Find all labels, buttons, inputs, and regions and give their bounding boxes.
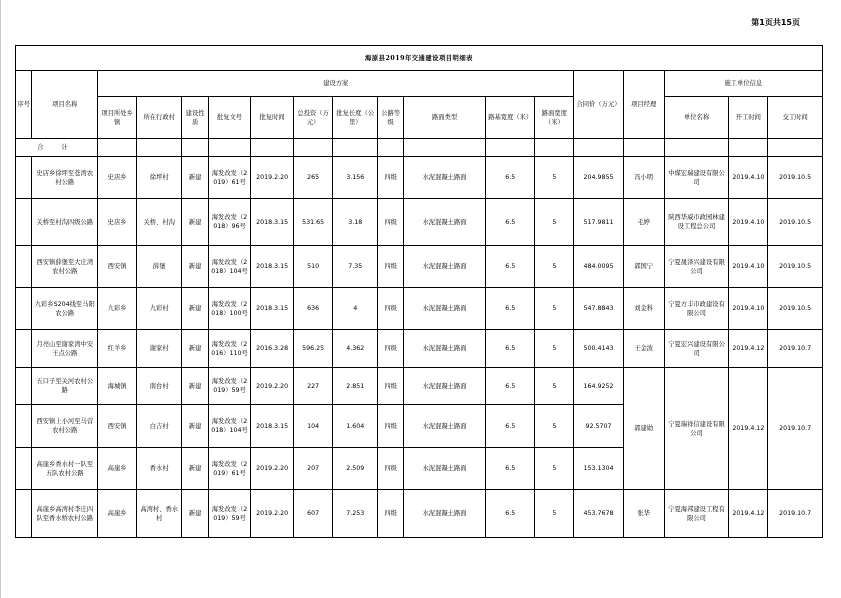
cell-town: 海城镇: [98, 368, 137, 405]
cell-nature: 新建: [182, 157, 209, 199]
cell-contract-price: 500.4143: [574, 330, 623, 368]
cell-seq: [16, 330, 32, 368]
cell-project-manager: 毛婷: [623, 199, 664, 246]
cell-surface-width: 5: [535, 368, 574, 405]
cell-seq: [16, 199, 32, 246]
cell-surface-width: 5: [535, 246, 574, 288]
cell-village: 香水村: [137, 448, 182, 490]
cell-town: 西安镇: [98, 405, 137, 448]
cell-approval-date: 2018.3.15: [251, 199, 294, 246]
table-row: [16, 330, 823, 368]
cell-start-date: 2019.4.12: [729, 490, 768, 538]
cell-approval-no: 海发改发（2018）100号: [208, 288, 250, 330]
cell-roadbed-width: 6.5: [486, 288, 535, 330]
cell-project-manager: 张华: [623, 490, 664, 538]
cell-town: 九彩乡: [98, 288, 137, 330]
cell-length: 4: [333, 288, 378, 330]
cell-grade: 四级: [378, 448, 404, 490]
cell-unit-name: 宁夏海邦建设工程有限公司: [664, 490, 729, 538]
project-table: [15, 45, 823, 538]
header-approval-date: 批复时间: [251, 97, 294, 139]
cell-start-date: 2019.4.10: [729, 199, 768, 246]
cell-contract-price: 164.9252: [574, 368, 623, 405]
cell-surface-type: 水泥混凝土路面: [403, 246, 485, 288]
cell-nature: 新建: [182, 368, 209, 405]
cell-approval-no: 海发改发（2019）61号: [208, 448, 250, 490]
cell-approval-date: 2018.3.15: [251, 288, 294, 330]
cell-town: 史店乡: [98, 199, 137, 246]
cell-end-date: 2019.10.7: [768, 490, 823, 538]
cell-surface-width: 5: [535, 199, 574, 246]
cell-village: 薛堡: [137, 246, 182, 288]
cell-village: 徐坪村: [137, 157, 182, 199]
cell-nature: 新建: [182, 199, 209, 246]
cell-contract-price: 453.7678: [574, 490, 623, 538]
cell-unit-name: 宁夏宏兴建设有限公司: [664, 330, 729, 368]
cell-contract-price: 153.1304: [574, 448, 623, 490]
cell-contract-price: 484.0095: [574, 246, 623, 288]
cell-approval-date: 2016.3.28: [251, 330, 294, 368]
cell-start-date: 2019.4.10: [729, 288, 768, 330]
cell-grade: 四级: [378, 288, 404, 330]
cell-investment: 596.25: [294, 330, 333, 368]
cell-surface-width: 5: [535, 490, 574, 538]
cell-investment: 531.65: [294, 199, 333, 246]
header-investment: 总投资（万元）: [294, 97, 333, 139]
cell-surface-type: 水泥混凝土路面: [403, 330, 485, 368]
table-row: [16, 246, 823, 288]
cell-nature: 新建: [182, 448, 209, 490]
cell-project-manager: 郭建勋: [623, 368, 664, 490]
cell-village: 关桥、村沟: [137, 199, 182, 246]
cell-surface-width: 5: [535, 448, 574, 490]
cell-investment: 227: [294, 368, 333, 405]
page-indicator: 第1页共15页: [751, 18, 800, 27]
cell-contract-price: 517.9811: [574, 199, 623, 246]
cell-seq: [16, 288, 32, 330]
cell-approval-no: 海发改发（2019）61号: [208, 157, 250, 199]
page-edge: [0, 0, 1, 598]
cell-project-name: 月亮山至谢家湾中安王点公路: [32, 330, 98, 368]
cell-unit-name: 宁夏瑞祥信建设有限公司: [664, 368, 729, 490]
cell-town: 高崖乡: [98, 448, 137, 490]
cell-end-date: 2019.10.5: [768, 288, 823, 330]
column-header-row: [16, 97, 823, 139]
cell-approval-no: 海发改发（2019）59号: [208, 490, 250, 538]
title-row: [16, 46, 823, 71]
cell-length: 2.851: [333, 368, 378, 405]
cell-end-date: 2019.10.5: [768, 199, 823, 246]
cell-length: 7.35: [333, 246, 378, 288]
cell-end-date: 2019.10.7: [768, 368, 823, 490]
cell-surface-type: 水泥混凝土路面: [403, 157, 485, 199]
cell-project-name: 高崖乡香水村一队至五队农村公路: [32, 448, 98, 490]
cell-approval-date: 2018.3.15: [251, 405, 294, 448]
cell-surface-width: 5: [535, 157, 574, 199]
table-row: [16, 490, 823, 538]
header-surface-width: 路面宽度（米）: [535, 97, 574, 139]
cell-project-name: 关桥至村沟四级公路: [32, 199, 98, 246]
cell-surface-width: 5: [535, 288, 574, 330]
table-row: [16, 368, 823, 405]
cell-town: 高崖乡: [98, 490, 137, 538]
header-approval-no: 批复文号: [208, 97, 250, 139]
cell-approval-no: 海发改发（2019）59号: [208, 368, 250, 405]
cell-grade: 四级: [378, 405, 404, 448]
cell-unit-name: 陕西华威市政园林建设工程总公司: [664, 199, 729, 246]
cell-nature: 新建: [182, 330, 209, 368]
cell-roadbed-width: 6.5: [486, 246, 535, 288]
cell-seq: [16, 448, 32, 490]
header-unit-name: 单位名称: [664, 97, 729, 139]
cell-roadbed-width: 6.5: [486, 490, 535, 538]
cell-length: 3.156: [333, 157, 378, 199]
table-row: [16, 288, 823, 330]
header-end-date: 交工时间: [768, 97, 823, 139]
cell-project-manager: 冯小明: [623, 157, 664, 199]
header-surface-type: 路面类型: [403, 97, 485, 139]
cell-surface-width: 5: [535, 330, 574, 368]
cell-grade: 四级: [378, 157, 404, 199]
cell-unit-name: 中煤宏瑞建设有限公司: [664, 157, 729, 199]
cell-roadbed-width: 6.5: [486, 330, 535, 368]
cell-end-date: 2019.10.7: [768, 330, 823, 368]
cell-contract-price: 547.8843: [574, 288, 623, 330]
header-roadbed-width: 路基宽度（米）: [486, 97, 535, 139]
cell-nature: 新建: [182, 288, 209, 330]
cell-approval-date: 2019.2.20: [251, 490, 294, 538]
cell-surface-type: 水泥混凝土路面: [403, 288, 485, 330]
cell-project-manager: 郭国宁: [623, 246, 664, 288]
cell-start-date: 2019.4.12: [729, 330, 768, 368]
cell-roadbed-width: 6.5: [486, 157, 535, 199]
cell-town: 西安镇: [98, 246, 137, 288]
header-project-name: 项目名称: [32, 71, 98, 139]
cell-project-name: 史店乡徐坪至苍湾农村公路: [32, 157, 98, 199]
cell-end-date: 2019.10.5: [768, 157, 823, 199]
cell-project-name: 九彩乡S204线至马阳农公路: [32, 288, 98, 330]
cell-investment: 510: [294, 246, 333, 288]
cell-length: 7.253: [333, 490, 378, 538]
cell-grade: 四级: [378, 246, 404, 288]
cell-project-manager: 王金波: [623, 330, 664, 368]
cell-length: 3.18: [333, 199, 378, 246]
cell-unit-name: 宁夏方丰市政建设有限公司: [664, 288, 729, 330]
cell-approval-no: 海发改发（2018）104号: [208, 246, 250, 288]
cell-surface-type: 水泥混凝土路面: [403, 448, 485, 490]
header-grade: 公路等级: [378, 97, 404, 139]
header-town: 项目所处乡镇: [98, 97, 137, 139]
cell-roadbed-width: 6.5: [486, 199, 535, 246]
cell-approval-date: 2019.2.20: [251, 157, 294, 199]
header-village: 所在行政村: [137, 97, 182, 139]
cell-roadbed-width: 6.5: [486, 405, 535, 448]
cell-grade: 四级: [378, 330, 404, 368]
total-label: 合 计: [16, 139, 98, 157]
cell-roadbed-width: 6.5: [486, 448, 535, 490]
cell-approval-date: 2019.2.20: [251, 368, 294, 405]
cell-unit-name: 宁夏晟泽兴建设有限公司: [664, 246, 729, 288]
cell-village: 南台村: [137, 368, 182, 405]
cell-approval-date: 2018.3.15: [251, 246, 294, 288]
cell-length: 1.604: [333, 405, 378, 448]
cell-investment: 636: [294, 288, 333, 330]
cell-contract-price: 204.9855: [574, 157, 623, 199]
cell-length: 4.362: [333, 330, 378, 368]
cell-approval-date: 2019.2.20: [251, 448, 294, 490]
cell-surface-type: 水泥混凝土路面: [403, 490, 485, 538]
cell-investment: 265: [294, 157, 333, 199]
cell-project-manager: 刘金科: [623, 288, 664, 330]
header-nature: 建设性质: [182, 97, 209, 139]
cell-seq: [16, 368, 32, 405]
cell-project-name: 西安镇上小河至马营农村公路: [32, 405, 98, 448]
header-construction-plan: 建设方案: [98, 71, 574, 97]
cell-approval-no: 海发改发（2018）96号: [208, 199, 250, 246]
table-title: 海原县2019年交通建设项目明细表: [16, 46, 823, 71]
cell-approval-no: 海发改发（2016）110号: [208, 330, 250, 368]
cell-village: 谢家村: [137, 330, 182, 368]
cell-seq: [16, 490, 32, 538]
cell-surface-type: 水泥混凝土路面: [403, 405, 485, 448]
header-seq: 序号: [16, 71, 32, 139]
header-length: 批复长度（公里）: [333, 97, 378, 139]
cell-town: 红羊乡: [98, 330, 137, 368]
cell-seq: [16, 157, 32, 199]
cell-seq: [16, 405, 32, 448]
table-row: [16, 199, 823, 246]
cell-approval-no: 海发改发（2018）104号: [208, 405, 250, 448]
header-contract-price: 合同价（万元）: [574, 71, 623, 139]
header-start-date: 开工时间: [729, 97, 768, 139]
table-row: [16, 157, 823, 199]
cell-village: 九彩村: [137, 288, 182, 330]
cell-length: 2.509: [333, 448, 378, 490]
cell-roadbed-width: 6.5: [486, 368, 535, 405]
cell-town: 史店乡: [98, 157, 137, 199]
cell-grade: 四级: [378, 199, 404, 246]
cell-nature: 新建: [182, 490, 209, 538]
cell-project-name: 五口子至关河农村公路: [32, 368, 98, 405]
cell-surface-type: 水泥混凝土路面: [403, 368, 485, 405]
cell-nature: 新建: [182, 246, 209, 288]
cell-grade: 四级: [378, 368, 404, 405]
cell-surface-width: 5: [535, 405, 574, 448]
cell-surface-type: 水泥混凝土路面: [403, 199, 485, 246]
cell-project-name: 高崖乡高湾村李庄四队至香水桥农村公路: [32, 490, 98, 538]
total-row: [16, 139, 823, 157]
cell-investment: 104: [294, 405, 333, 448]
group-header-row: [16, 71, 823, 97]
cell-contract-price: 92.5707: [574, 405, 623, 448]
cell-grade: 四级: [378, 490, 404, 538]
cell-start-date: 2019.4.12: [729, 368, 768, 490]
cell-investment: 607: [294, 490, 333, 538]
cell-end-date: 2019.10.5: [768, 246, 823, 288]
cell-project-name: 西安镇薛堡至大庄湾农村公路: [32, 246, 98, 288]
header-project-manager: 项目经理: [623, 71, 664, 139]
cell-seq: [16, 246, 32, 288]
cell-nature: 新建: [182, 405, 209, 448]
cell-investment: 207: [294, 448, 333, 490]
cell-village: 高湾村、香水村: [137, 490, 182, 538]
cell-start-date: 2019.4.10: [729, 246, 768, 288]
cell-start-date: 2019.4.10: [729, 157, 768, 199]
header-contractor-info: 施工单位信息: [664, 71, 822, 97]
cell-village: 白吉村: [137, 405, 182, 448]
